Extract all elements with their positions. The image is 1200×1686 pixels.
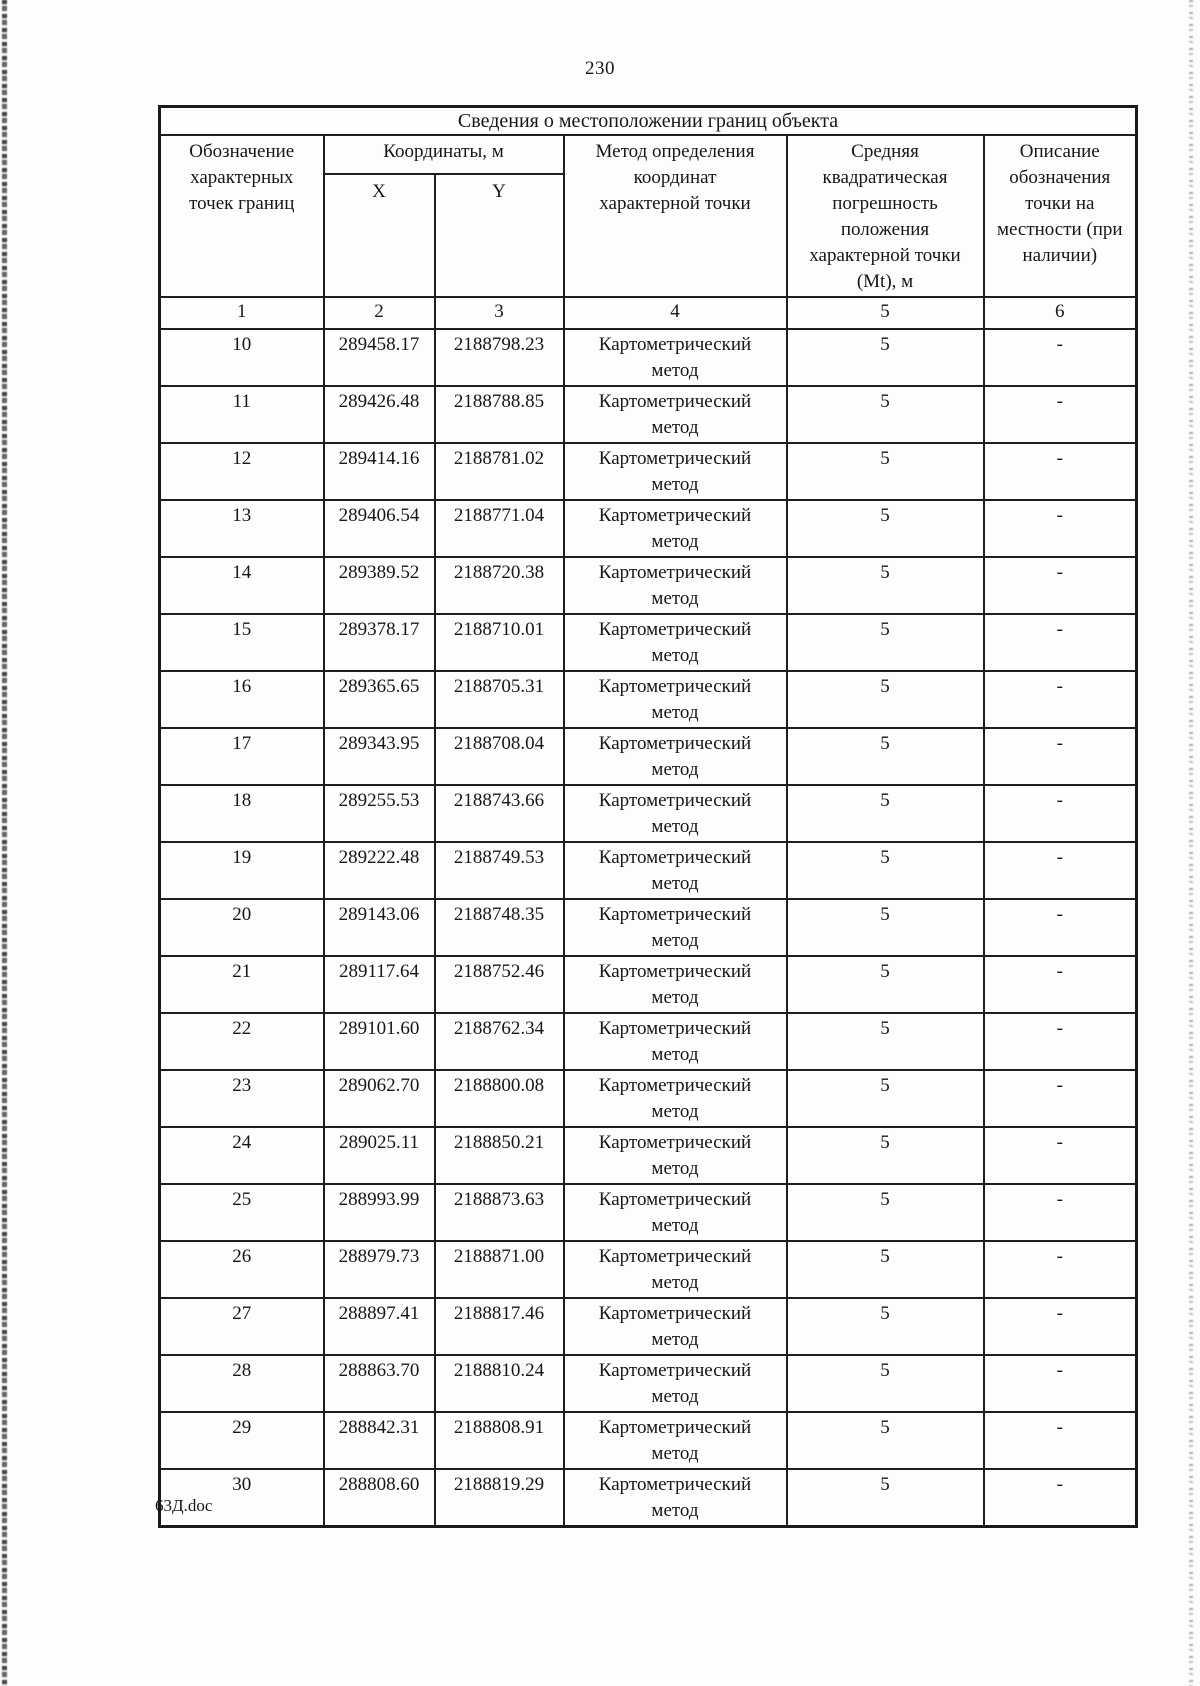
column-numbers-row bbox=[160, 297, 1137, 329]
mt-error-cell: 5 bbox=[787, 329, 984, 386]
x-coordinate-cell: 289025.11 bbox=[324, 1127, 435, 1184]
y-coordinate-cell: 2188771.04 bbox=[435, 500, 564, 557]
point-number-cell: 18 bbox=[160, 785, 324, 842]
method-label: Картометрический метод bbox=[598, 1018, 752, 1065]
table-title: Сведения о местоположении границ объекта bbox=[160, 107, 1137, 136]
mt-error-cell: 5 bbox=[787, 1355, 984, 1412]
description-cell: - bbox=[984, 329, 1137, 386]
mt-error-cell: 5 bbox=[787, 443, 984, 500]
method-label: Картометрический метод bbox=[598, 904, 752, 951]
method-label: Картометрический метод bbox=[598, 1417, 752, 1464]
mt-error-cell: 5 bbox=[787, 728, 984, 785]
mt-error-cell: 5 bbox=[787, 614, 984, 671]
description-cell: - bbox=[984, 785, 1137, 842]
point-number-cell: 13 bbox=[160, 500, 324, 557]
y-coordinate-cell: 2188871.00 bbox=[435, 1241, 564, 1298]
method-cell bbox=[564, 728, 787, 785]
mt-error-cell: 5 bbox=[787, 956, 984, 1013]
point-number-cell: 11 bbox=[160, 386, 324, 443]
description-cell: - bbox=[984, 956, 1137, 1013]
method-label: Картометрический метод bbox=[598, 847, 752, 894]
method-cell bbox=[564, 1013, 787, 1070]
point-number-cell: 15 bbox=[160, 614, 324, 671]
mt-error-cell: 5 bbox=[787, 1070, 984, 1127]
mt-error-cell: 5 bbox=[787, 1241, 984, 1298]
point-number-cell: 28 bbox=[160, 1355, 324, 1412]
header-point-designation-label: Обозначение характерных точек границ bbox=[189, 141, 295, 214]
point-number-cell: 24 bbox=[160, 1127, 324, 1184]
column-number-5: 5 bbox=[787, 297, 984, 329]
column-number-1: 1 bbox=[160, 297, 324, 329]
y-coordinate-cell: 2188762.34 bbox=[435, 1013, 564, 1070]
table-row bbox=[160, 728, 1137, 785]
column-number-4: 4 bbox=[564, 297, 787, 329]
x-coordinate-cell: 289406.54 bbox=[324, 500, 435, 557]
method-cell bbox=[564, 785, 787, 842]
x-coordinate-cell: 288842.31 bbox=[324, 1412, 435, 1469]
x-coordinate-cell: 289222.48 bbox=[324, 842, 435, 899]
y-coordinate-cell: 2188708.04 bbox=[435, 728, 564, 785]
method-label: Картометрический метод bbox=[598, 676, 752, 723]
description-cell: - bbox=[984, 1412, 1137, 1469]
footer-filename: 63Д.doc bbox=[155, 1496, 213, 1515]
method-label: Картометрический метод bbox=[598, 1474, 752, 1521]
table-row bbox=[160, 1298, 1137, 1355]
mt-error-cell: 5 bbox=[787, 1412, 984, 1469]
x-coordinate-cell: 288808.60 bbox=[324, 1469, 435, 1527]
description-cell: - bbox=[984, 671, 1137, 728]
x-coordinate-cell: 288993.99 bbox=[324, 1184, 435, 1241]
point-number-cell: 14 bbox=[160, 557, 324, 614]
method-label: Картометрический метод bbox=[598, 1189, 752, 1236]
table-row bbox=[160, 443, 1137, 500]
method-cell bbox=[564, 671, 787, 728]
table-row bbox=[160, 1355, 1137, 1412]
method-label: Картометрический метод bbox=[598, 505, 752, 552]
header-point-description-label: Описание обозначения точки на местности (при наличии) bbox=[996, 141, 1123, 266]
description-cell: - bbox=[984, 728, 1137, 785]
column-number-2: 2 bbox=[324, 297, 435, 329]
table-row bbox=[160, 1241, 1137, 1298]
table-row bbox=[160, 899, 1137, 956]
y-coordinate-cell: 2188800.08 bbox=[435, 1070, 564, 1127]
x-coordinate-cell: 289343.95 bbox=[324, 728, 435, 785]
y-coordinate-cell: 2188781.02 bbox=[435, 443, 564, 500]
table-row bbox=[160, 1013, 1137, 1070]
point-number-cell: 23 bbox=[160, 1070, 324, 1127]
mt-error-cell: 5 bbox=[787, 1184, 984, 1241]
x-coordinate-cell: 289458.17 bbox=[324, 329, 435, 386]
point-number-cell: 21 bbox=[160, 956, 324, 1013]
point-number-cell: 27 bbox=[160, 1298, 324, 1355]
y-coordinate-cell: 2188720.38 bbox=[435, 557, 564, 614]
method-label: Картометрический метод bbox=[598, 733, 752, 780]
table-row bbox=[160, 500, 1137, 557]
table-row bbox=[160, 671, 1137, 728]
y-coordinate-cell: 2188819.29 bbox=[435, 1469, 564, 1527]
mt-error-cell: 5 bbox=[787, 1127, 984, 1184]
point-number-cell: 10 bbox=[160, 329, 324, 386]
method-cell bbox=[564, 557, 787, 614]
x-coordinate-cell: 289365.65 bbox=[324, 671, 435, 728]
mt-error-cell: 5 bbox=[787, 842, 984, 899]
description-cell: - bbox=[984, 899, 1137, 956]
table-header-row bbox=[160, 135, 1137, 174]
x-coordinate-cell: 289255.53 bbox=[324, 785, 435, 842]
method-cell bbox=[564, 443, 787, 500]
table-row bbox=[160, 1070, 1137, 1127]
y-coordinate-cell: 2188748.35 bbox=[435, 899, 564, 956]
y-coordinate-cell: 2188798.23 bbox=[435, 329, 564, 386]
point-number-cell: 12 bbox=[160, 443, 324, 500]
method-label: Картометрический метод bbox=[598, 1303, 752, 1350]
x-coordinate-cell: 289414.16 bbox=[324, 443, 435, 500]
y-coordinate-cell: 2188850.21 bbox=[435, 1127, 564, 1184]
method-cell bbox=[564, 329, 787, 386]
description-cell: - bbox=[984, 842, 1137, 899]
y-coordinate-cell: 2188788.85 bbox=[435, 386, 564, 443]
y-coordinate-cell: 2188749.53 bbox=[435, 842, 564, 899]
scan-artifact-left bbox=[2, 0, 7, 1686]
method-label: Картометрический метод bbox=[598, 1360, 752, 1407]
method-cell bbox=[564, 899, 787, 956]
scan-artifact-right bbox=[1189, 0, 1193, 1686]
page-number: 230 bbox=[585, 58, 615, 79]
table-row bbox=[160, 1469, 1137, 1527]
table-row bbox=[160, 614, 1137, 671]
method-cell bbox=[564, 956, 787, 1013]
y-coordinate-cell: 2188873.63 bbox=[435, 1184, 564, 1241]
point-number-cell: 29 bbox=[160, 1412, 324, 1469]
point-number-cell: 26 bbox=[160, 1241, 324, 1298]
y-coordinate-cell: 2188810.24 bbox=[435, 1355, 564, 1412]
description-cell: - bbox=[984, 1298, 1137, 1355]
x-coordinate-cell: 289389.52 bbox=[324, 557, 435, 614]
x-coordinate-cell: 289117.64 bbox=[324, 956, 435, 1013]
method-cell bbox=[564, 842, 787, 899]
point-number-cell: 17 bbox=[160, 728, 324, 785]
description-cell: - bbox=[984, 500, 1137, 557]
mt-error-cell: 5 bbox=[787, 386, 984, 443]
header-mean-square-error-label: Средняя квадратическая погрешность положения характерной точки (Mt), м bbox=[809, 141, 961, 292]
boundary-points-table bbox=[158, 105, 1138, 1528]
header-mean-square-error bbox=[787, 135, 984, 297]
x-coordinate-cell: 288897.41 bbox=[324, 1298, 435, 1355]
header-coordinates-group: Координаты, м bbox=[324, 135, 564, 174]
description-cell: - bbox=[984, 1184, 1137, 1241]
method-label: Картометрический метод bbox=[598, 1246, 752, 1293]
method-cell bbox=[564, 1469, 787, 1527]
method-label: Картометрический метод bbox=[598, 448, 752, 495]
column-number-6: 6 bbox=[984, 297, 1137, 329]
x-coordinate-cell: 289426.48 bbox=[324, 386, 435, 443]
method-label: Картометрический метод bbox=[598, 961, 752, 1008]
mt-error-cell: 5 bbox=[787, 1469, 984, 1527]
mt-error-cell: 5 bbox=[787, 557, 984, 614]
method-cell bbox=[564, 1355, 787, 1412]
mt-error-cell: 5 bbox=[787, 500, 984, 557]
description-cell: - bbox=[984, 614, 1137, 671]
method-cell bbox=[564, 1298, 787, 1355]
table-row bbox=[160, 956, 1137, 1013]
method-label: Картометрический метод bbox=[598, 1075, 752, 1122]
table-row bbox=[160, 785, 1137, 842]
description-cell: - bbox=[984, 1070, 1137, 1127]
description-cell: - bbox=[984, 557, 1137, 614]
point-number-cell: 16 bbox=[160, 671, 324, 728]
header-method bbox=[564, 135, 787, 297]
x-coordinate-cell: 289378.17 bbox=[324, 614, 435, 671]
y-coordinate-cell: 2188752.46 bbox=[435, 956, 564, 1013]
table-row bbox=[160, 1184, 1137, 1241]
header-y: Y bbox=[435, 174, 564, 297]
method-cell bbox=[564, 386, 787, 443]
description-cell: - bbox=[984, 1355, 1137, 1412]
description-cell: - bbox=[984, 443, 1137, 500]
method-label: Картометрический метод bbox=[598, 1132, 752, 1179]
mt-error-cell: 5 bbox=[787, 1298, 984, 1355]
header-point-designation bbox=[160, 135, 324, 297]
method-cell bbox=[564, 1412, 787, 1469]
y-coordinate-cell: 2188808.91 bbox=[435, 1412, 564, 1469]
method-label: Картометрический метод bbox=[598, 619, 752, 666]
point-number-cell: 22 bbox=[160, 1013, 324, 1070]
x-coordinate-cell: 288863.70 bbox=[324, 1355, 435, 1412]
method-label: Картометрический метод bbox=[598, 562, 752, 609]
table-row bbox=[160, 386, 1137, 443]
y-coordinate-cell: 2188705.31 bbox=[435, 671, 564, 728]
method-cell bbox=[564, 1241, 787, 1298]
method-cell bbox=[564, 1070, 787, 1127]
header-point-description bbox=[984, 135, 1137, 297]
table-row bbox=[160, 557, 1137, 614]
column-number-3: 3 bbox=[435, 297, 564, 329]
method-cell bbox=[564, 1184, 787, 1241]
table-row bbox=[160, 329, 1137, 386]
point-number-cell: 25 bbox=[160, 1184, 324, 1241]
x-coordinate-cell: 289101.60 bbox=[324, 1013, 435, 1070]
y-coordinate-cell: 2188710.01 bbox=[435, 614, 564, 671]
mt-error-cell: 5 bbox=[787, 899, 984, 956]
method-label: Картометрический метод bbox=[598, 391, 752, 438]
mt-error-cell: 5 bbox=[787, 785, 984, 842]
x-coordinate-cell: 288979.73 bbox=[324, 1241, 435, 1298]
x-coordinate-cell: 289143.06 bbox=[324, 899, 435, 956]
table-row bbox=[160, 1127, 1137, 1184]
mt-error-cell: 5 bbox=[787, 671, 984, 728]
method-cell bbox=[564, 1127, 787, 1184]
boundary-points-table-body bbox=[160, 107, 1137, 1527]
header-method-label: Метод определения координат характерной точки bbox=[595, 141, 755, 214]
mt-error-cell: 5 bbox=[787, 1013, 984, 1070]
point-number-cell: 20 bbox=[160, 899, 324, 956]
description-cell: - bbox=[984, 1469, 1137, 1527]
point-number-cell: 19 bbox=[160, 842, 324, 899]
table-row bbox=[160, 842, 1137, 899]
header-x: X bbox=[324, 174, 435, 297]
description-cell: - bbox=[984, 1127, 1137, 1184]
description-cell: - bbox=[984, 386, 1137, 443]
method-label: Картометрический метод bbox=[598, 790, 752, 837]
y-coordinate-cell: 2188817.46 bbox=[435, 1298, 564, 1355]
method-label: Картометрический метод bbox=[598, 334, 752, 381]
description-cell: - bbox=[984, 1013, 1137, 1070]
y-coordinate-cell: 2188743.66 bbox=[435, 785, 564, 842]
table-title-row bbox=[160, 107, 1137, 136]
x-coordinate-cell: 289062.70 bbox=[324, 1070, 435, 1127]
point-number-cell: 30 bbox=[160, 1469, 324, 1527]
description-cell: - bbox=[984, 1241, 1137, 1298]
method-cell bbox=[564, 614, 787, 671]
table-row bbox=[160, 1412, 1137, 1469]
method-cell bbox=[564, 500, 787, 557]
